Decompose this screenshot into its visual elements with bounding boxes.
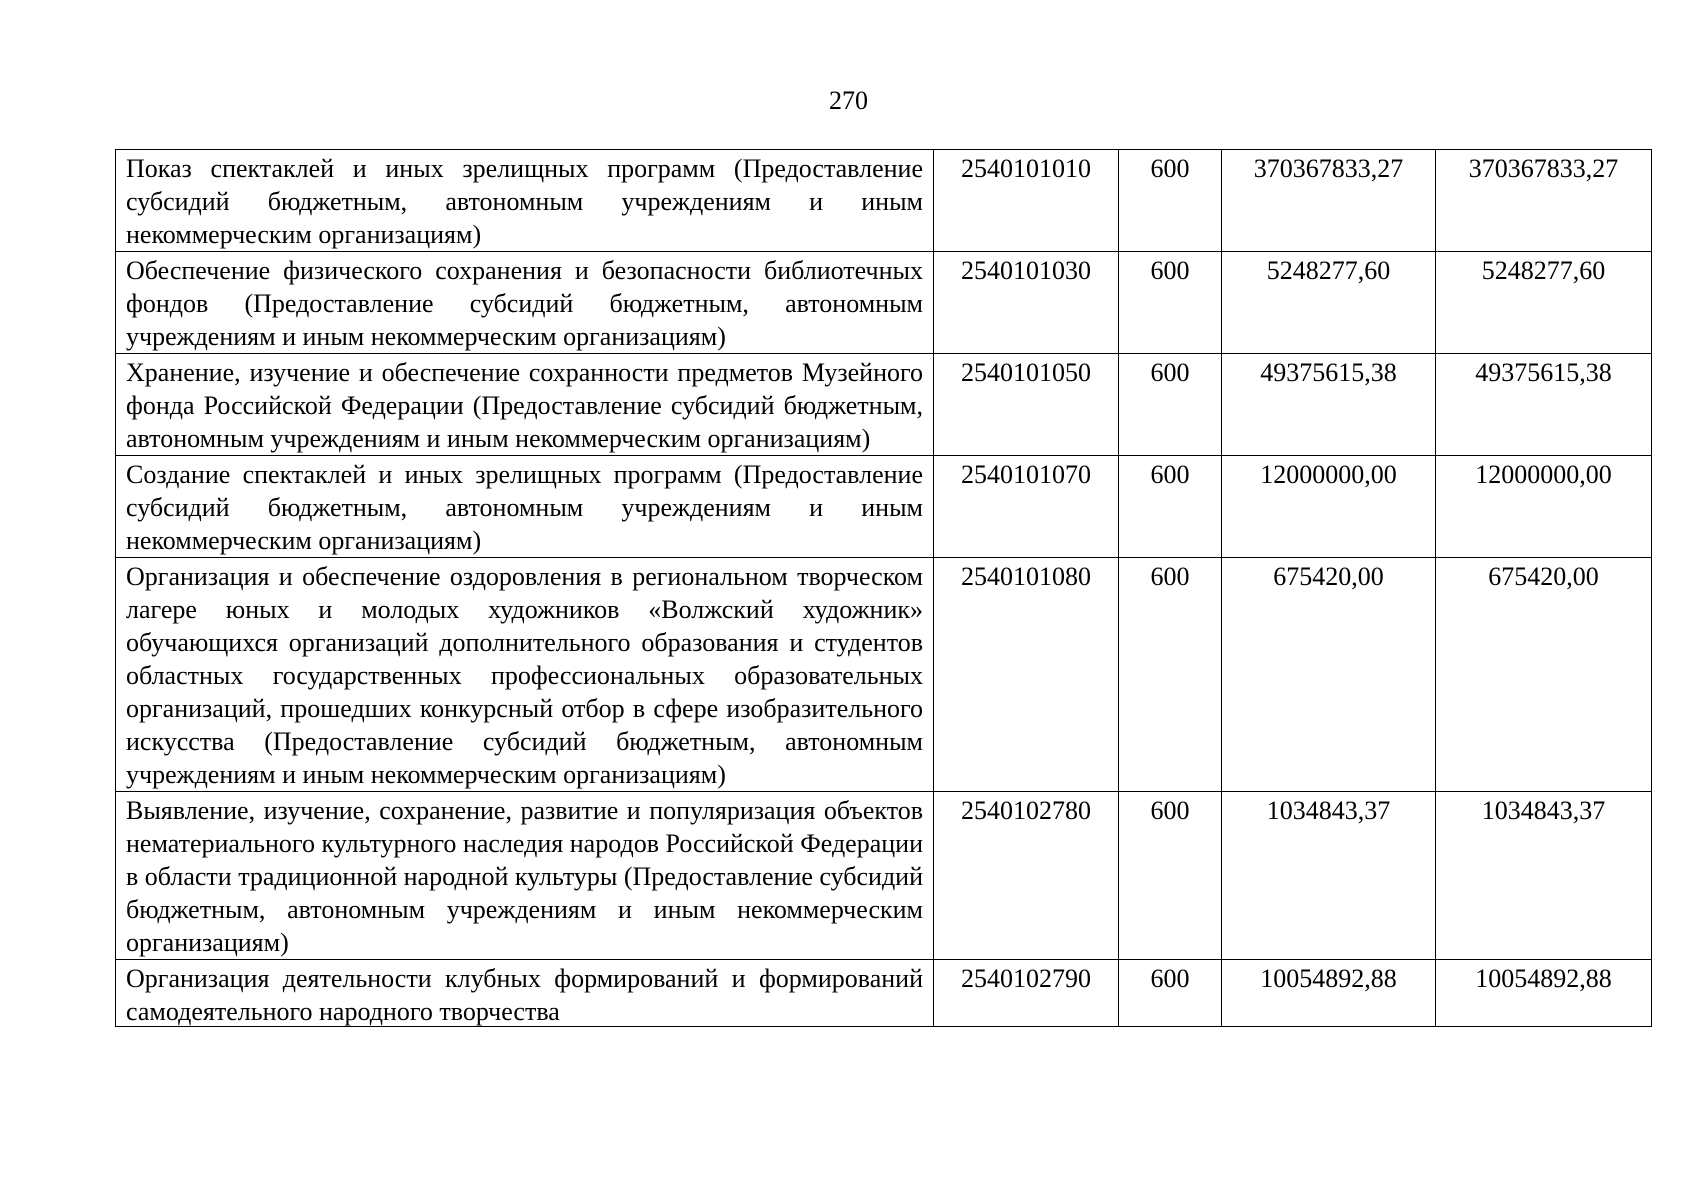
table-row: [116, 150, 1652, 252]
row-name: Выявление, изучение, сохранение, развитие и популяризация объектов нематериального культурного наследия народов Российской Федерации в области традиционной народной культуры (Предоставление субсидий бюджетным, автономным учреждениям и иным некоммерческим организациям): [116, 792, 934, 960]
row-code: 2540101010: [934, 150, 1119, 252]
row-expense-type: 600: [1119, 354, 1222, 456]
row-amount-1: 10054892,88: [1222, 960, 1436, 1027]
table-row: [116, 354, 1652, 456]
row-amount-2: 370367833,27: [1436, 150, 1652, 252]
table-row: [116, 792, 1652, 960]
row-amount-2: 5248277,60: [1436, 252, 1652, 354]
row-amount-1: 5248277,60: [1222, 252, 1436, 354]
row-code: 2540101030: [934, 252, 1119, 354]
row-amount-1: 1034843,37: [1222, 792, 1436, 960]
row-expense-type: 600: [1119, 960, 1222, 1027]
row-amount-2: 1034843,37: [1436, 792, 1652, 960]
row-code: 2540102780: [934, 792, 1119, 960]
row-code: 2540101080: [934, 558, 1119, 792]
row-amount-2: 49375615,38: [1436, 354, 1652, 456]
row-name: Организация деятельности клубных формирований и формирований самодеятельного народного творчества: [126, 964, 923, 1026]
row-expense-type: 600: [1119, 792, 1222, 960]
table-row: [116, 558, 1652, 792]
row-name: Показ спектаклей и иных зрелищных программ (Предоставление субсидий бюджетным, автономным учреждениям и иным некоммерческим организациям): [116, 150, 934, 252]
table-row: [116, 960, 1652, 1027]
row-expense-type: 600: [1119, 456, 1222, 558]
row-code: 2540101070: [934, 456, 1119, 558]
row-amount-1: 49375615,38: [1222, 354, 1436, 456]
row-amount-1: 370367833,27: [1222, 150, 1436, 252]
budget-table: [115, 149, 1652, 1027]
row-amount-2: 675420,00: [1436, 558, 1652, 792]
row-amount-1: 675420,00: [1222, 558, 1436, 792]
table-row: [116, 456, 1652, 558]
row-expense-type: 600: [1119, 252, 1222, 354]
row-code: 2540101050: [934, 354, 1119, 456]
row-name-cell: [116, 960, 934, 1027]
row-expense-type: 600: [1119, 558, 1222, 792]
row-name: Создание спектаклей и иных зрелищных программ (Предоставление субсидий бюджетным, автономным учреждениям и иным некоммерческим организациям): [116, 456, 934, 558]
row-amount-1: 12000000,00: [1222, 456, 1436, 558]
row-name: Обеспечение физического сохранения и безопасности библиотечных фондов (Предоставление субсидий бюджетным, автономным учреждениям и иным некоммерческим организациям): [116, 252, 934, 354]
row-name: Хранение, изучение и обеспечение сохранности предметов Музейного фонда Российской Федерации (Предоставление субсидий бюджетным, автономным учреждениям и иным некоммерческим организациям): [116, 354, 934, 456]
page-number: 270: [829, 86, 868, 115]
row-amount-2: 12000000,00: [1436, 456, 1652, 558]
row-expense-type: 600: [1119, 150, 1222, 252]
row-amount-2: 10054892,88: [1436, 960, 1652, 1027]
row-name: Организация и обеспечение оздоровления в региональном творческом лагере юных и молодых художников «Волжский художник» обучающихся организаций дополнительного образования и студентов областных государственных профессиональных образовательных организаций, прошедших конкурсный отбор в сфере изобразительного искусства (Предоставление субсидий бюджетным, автономным учреждениям и иным некоммерческим организациям): [116, 558, 934, 792]
table-row: [116, 252, 1652, 354]
row-code: 2540102790: [934, 960, 1119, 1027]
